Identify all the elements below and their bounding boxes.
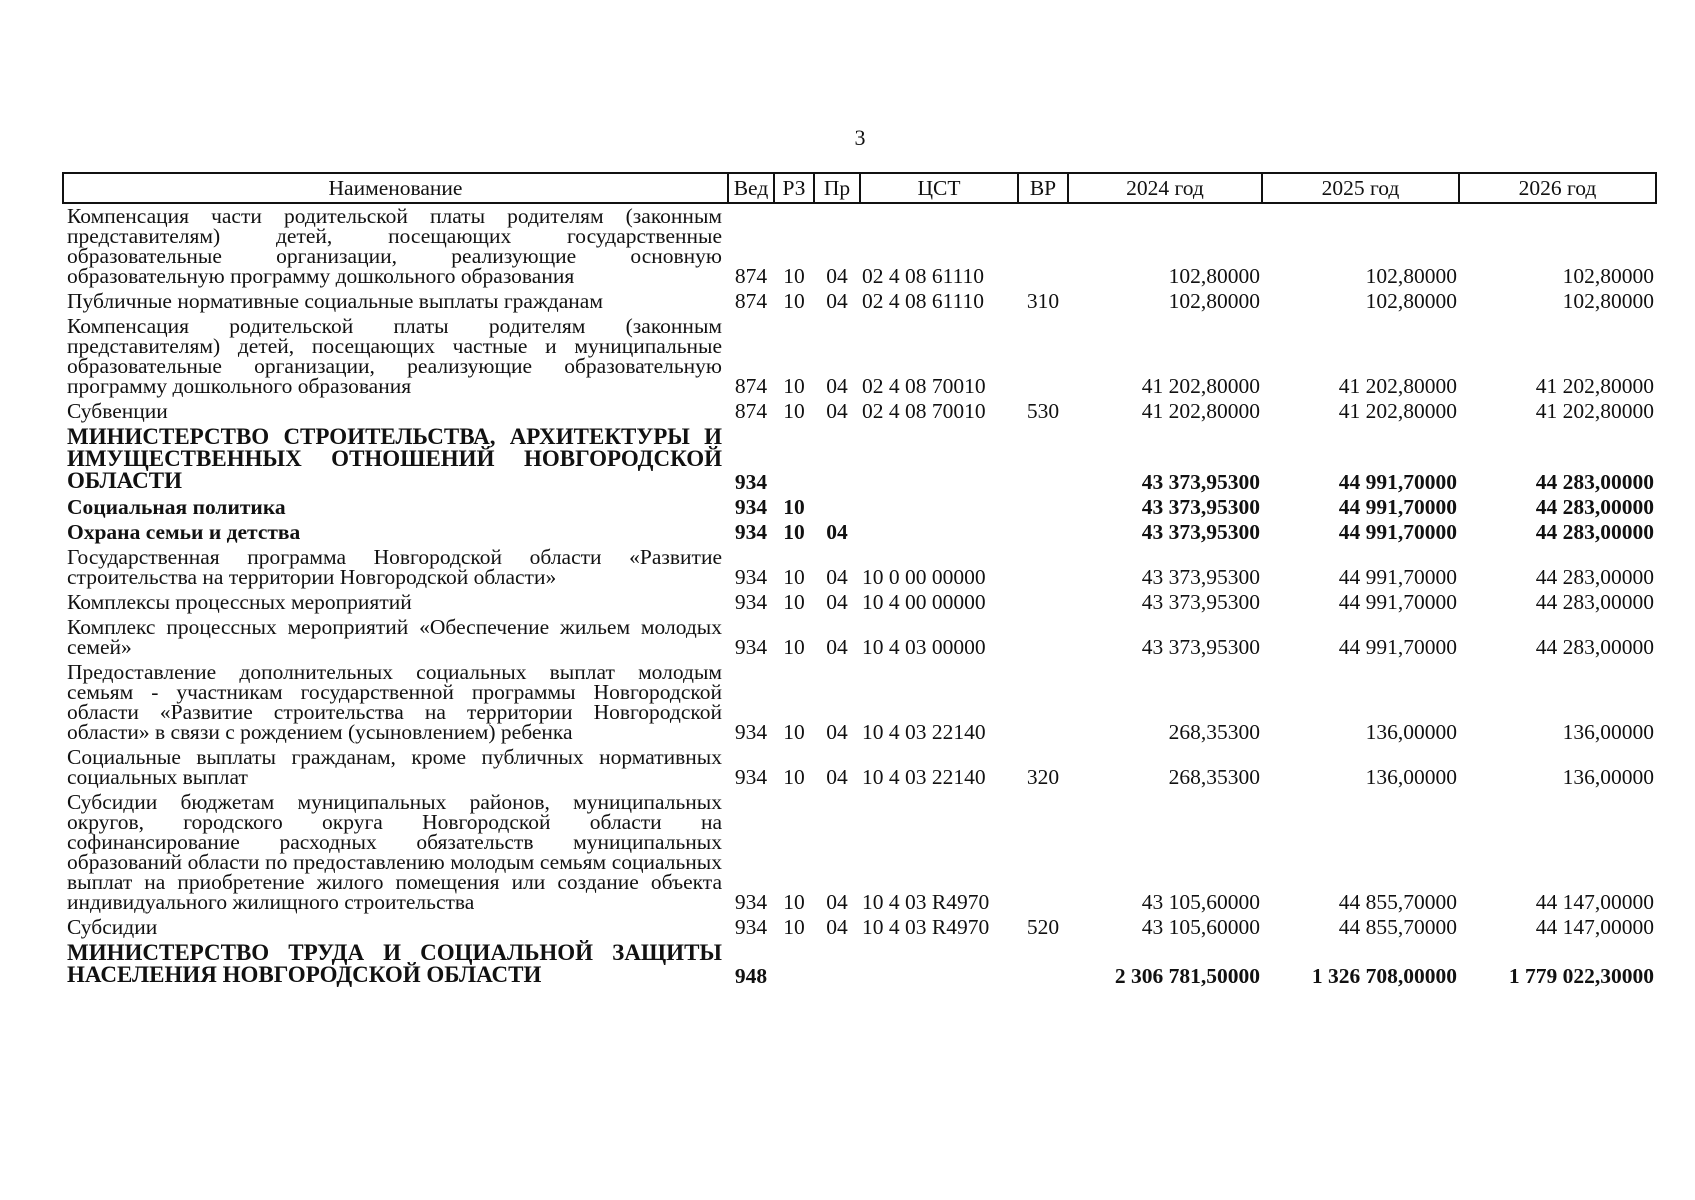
cell-cst: 10 4 03 R4970 bbox=[862, 890, 990, 914]
cell-2025: 41 202,80000 bbox=[1338, 374, 1457, 398]
cell-ved: 934 bbox=[734, 765, 768, 789]
cell-2024: 43 373,95300 bbox=[1141, 470, 1260, 494]
page-number: 3 bbox=[854, 125, 866, 150]
cell-rz bbox=[774, 940, 814, 989]
cell-2024: 43 373,95300 bbox=[1141, 635, 1260, 659]
cell-pr: 04 bbox=[826, 720, 848, 744]
cell-2024: 102,80000 bbox=[1168, 264, 1260, 288]
cell-2025: 44 991,70000 bbox=[1338, 565, 1457, 589]
cell-2024: 2 306 781,50000 bbox=[1114, 964, 1260, 988]
cell-name: МИНИСТЕРСТВО ТРУДА И СОЦИАЛЬНОЙ ЗАЩИТЫ НАСЕЛЕНИЯ НОВГОРОДСКОЙ ОБЛАСТИ bbox=[67, 940, 722, 987]
cell-name: Субвенции bbox=[67, 399, 168, 423]
table-row bbox=[63, 915, 1656, 940]
cell-rz: 10 bbox=[783, 915, 805, 939]
cell-cst: 10 4 03 R4970 bbox=[862, 915, 990, 939]
cell-2024: 43 105,60000 bbox=[1141, 890, 1260, 914]
cell-2026: 44 283,00000 bbox=[1535, 520, 1654, 544]
cell-cst: 10 4 03 22140 bbox=[862, 765, 986, 789]
cell-cst: 02 4 08 70010 bbox=[862, 374, 986, 398]
cell-2025: 102,80000 bbox=[1365, 264, 1457, 288]
cell-vr bbox=[1018, 314, 1068, 399]
cell-name: Субсидии bbox=[67, 915, 158, 939]
cell-2024: 43 105,60000 bbox=[1141, 915, 1260, 939]
cell-2026: 102,80000 bbox=[1562, 264, 1654, 288]
cell-2025: 44 855,70000 bbox=[1338, 915, 1457, 939]
cell-2024: 43 373,95300 bbox=[1141, 590, 1260, 614]
cell-cst bbox=[860, 495, 1018, 520]
cell-cst: 10 4 00 00000 bbox=[862, 590, 986, 614]
column-header-ved: Вед bbox=[728, 173, 774, 203]
cell-ved: 874 bbox=[734, 264, 768, 288]
cell-ved: 934 bbox=[734, 915, 768, 939]
cell-vr: 320 bbox=[1026, 765, 1060, 789]
cell-2026: 41 202,80000 bbox=[1535, 399, 1654, 423]
cell-vr: 520 bbox=[1026, 915, 1060, 939]
cell-name: Комплекс процессных мероприятий «Обеспечение жильем молодых семей» bbox=[67, 615, 722, 659]
cell-name: Компенсация части родительской платы родителям (законным представителям) детей, посещающих государственные образовательные организации, реализующие основную образовательную программу дошкольного образования bbox=[67, 204, 722, 288]
budget-table bbox=[62, 172, 1657, 989]
table-row bbox=[63, 545, 1656, 590]
cell-pr: 04 bbox=[826, 590, 848, 614]
table-row bbox=[63, 520, 1656, 545]
cell-2026: 44 283,00000 bbox=[1535, 470, 1654, 494]
cell-vr bbox=[1018, 940, 1068, 989]
cell-2026: 44 147,00000 bbox=[1535, 890, 1654, 914]
cell-2026: 41 202,80000 bbox=[1535, 374, 1654, 398]
table-row bbox=[63, 790, 1656, 915]
cell-rz: 10 bbox=[783, 590, 805, 614]
cell-ved: 934 bbox=[734, 495, 768, 519]
cell-vr bbox=[1018, 520, 1068, 545]
cell-ved: 934 bbox=[734, 890, 768, 914]
cell-vr bbox=[1018, 424, 1068, 495]
table-row bbox=[63, 745, 1656, 790]
cell-pr bbox=[814, 940, 860, 989]
cell-2024: 102,80000 bbox=[1168, 289, 1260, 313]
cell-name: Предоставление дополнительных социальных выплат молодым семьям - участникам государственной программы Новгородской области «Развитие строительства на территории Новгородской области» в связи с рождением (усыновлением) ребенка bbox=[67, 660, 722, 744]
cell-vr: 310 bbox=[1026, 289, 1060, 313]
cell-2026: 44 147,00000 bbox=[1535, 915, 1654, 939]
table-row bbox=[63, 495, 1656, 520]
cell-name: Публичные нормативные социальные выплаты гражданам bbox=[67, 289, 603, 313]
column-header-2025: 2025 год bbox=[1262, 173, 1459, 203]
cell-pr: 04 bbox=[826, 890, 848, 914]
cell-cst: 02 4 08 61110 bbox=[862, 264, 985, 288]
table-row bbox=[63, 314, 1656, 399]
cell-rz: 10 bbox=[783, 289, 805, 313]
cell-name: МИНИСТЕРСТВО СТРОИТЕЛЬСТВА, АРХИТЕКТУРЫ И ИМУЩЕСТВЕННЫХ ОТНОШЕНИЙ НОВГОРОДСКОЙ ОБЛАСТИ bbox=[67, 424, 722, 493]
cell-2025: 44 991,70000 bbox=[1338, 495, 1457, 519]
cell-rz: 10 bbox=[783, 264, 805, 288]
cell-vr bbox=[1018, 660, 1068, 745]
table-header-row bbox=[63, 173, 1656, 203]
cell-2025: 44 855,70000 bbox=[1338, 890, 1457, 914]
cell-pr: 04 bbox=[826, 520, 848, 544]
cell-cst bbox=[860, 520, 1018, 545]
table-body bbox=[63, 203, 1656, 989]
cell-2026: 44 283,00000 bbox=[1535, 590, 1654, 614]
cell-2025: 44 991,70000 bbox=[1338, 635, 1457, 659]
cell-2026: 44 283,00000 bbox=[1535, 635, 1654, 659]
cell-cst bbox=[860, 940, 1018, 989]
cell-ved: 934 bbox=[734, 590, 768, 614]
cell-rz: 10 bbox=[783, 520, 805, 544]
cell-2025: 136,00000 bbox=[1365, 720, 1457, 744]
cell-ved: 874 bbox=[734, 289, 768, 313]
table-row bbox=[63, 940, 1656, 989]
cell-2026: 44 283,00000 bbox=[1535, 495, 1654, 519]
cell-name: Охрана семьи и детства bbox=[67, 520, 301, 544]
cell-name: Компенсация родительской платы родителям (законным представителям) детей, посещающих частные и муниципальные образовательные организации, реализующие образовательную программу дошкольного образования bbox=[67, 314, 722, 398]
cell-2025: 136,00000 bbox=[1365, 765, 1457, 789]
cell-ved: 934 bbox=[734, 470, 768, 494]
cell-2026: 1 779 022,30000 bbox=[1508, 964, 1654, 988]
cell-vr bbox=[1018, 615, 1068, 660]
cell-2026: 102,80000 bbox=[1562, 289, 1654, 313]
cell-pr: 04 bbox=[826, 915, 848, 939]
cell-2025: 102,80000 bbox=[1365, 289, 1457, 313]
cell-2024: 41 202,80000 bbox=[1141, 399, 1260, 423]
cell-2024: 268,35300 bbox=[1168, 765, 1260, 789]
cell-name: Комплексы процессных мероприятий bbox=[67, 590, 412, 614]
cell-pr bbox=[814, 495, 860, 520]
cell-cst: 10 4 03 00000 bbox=[862, 635, 986, 659]
cell-cst: 02 4 08 70010 bbox=[862, 399, 986, 423]
cell-cst bbox=[860, 424, 1018, 495]
cell-rz: 10 bbox=[783, 635, 805, 659]
column-header-pr: Пр bbox=[814, 173, 860, 203]
cell-pr: 04 bbox=[826, 765, 848, 789]
cell-pr: 04 bbox=[826, 374, 848, 398]
table-row bbox=[63, 590, 1656, 615]
table-row bbox=[63, 399, 1656, 424]
column-header-name: Наименование bbox=[63, 173, 728, 203]
cell-vr bbox=[1018, 545, 1068, 590]
cell-ved: 934 bbox=[734, 635, 768, 659]
cell-rz: 10 bbox=[783, 399, 805, 423]
cell-cst: 10 0 00 00000 bbox=[862, 565, 986, 589]
cell-rz: 10 bbox=[783, 765, 805, 789]
cell-2025: 44 991,70000 bbox=[1338, 520, 1457, 544]
cell-rz: 10 bbox=[783, 890, 805, 914]
cell-rz: 10 bbox=[783, 374, 805, 398]
cell-2025: 1 326 708,00000 bbox=[1311, 964, 1457, 988]
cell-2024: 268,35300 bbox=[1168, 720, 1260, 744]
table-row bbox=[63, 615, 1656, 660]
cell-2026: 136,00000 bbox=[1562, 765, 1654, 789]
cell-2024: 43 373,95300 bbox=[1141, 520, 1260, 544]
cell-vr bbox=[1018, 203, 1068, 289]
cell-cst: 10 4 03 22140 bbox=[862, 720, 986, 744]
cell-pr: 04 bbox=[826, 399, 848, 423]
cell-2025: 44 991,70000 bbox=[1338, 470, 1457, 494]
cell-ved: 948 bbox=[734, 964, 768, 988]
column-header-rz: РЗ bbox=[774, 173, 814, 203]
cell-vr bbox=[1018, 790, 1068, 915]
cell-pr: 04 bbox=[826, 635, 848, 659]
cell-vr: 530 bbox=[1026, 399, 1060, 423]
cell-ved: 934 bbox=[734, 565, 768, 589]
cell-2024: 41 202,80000 bbox=[1141, 374, 1260, 398]
cell-rz: 10 bbox=[783, 720, 805, 744]
column-header-vr: ВР bbox=[1018, 173, 1068, 203]
cell-pr: 04 bbox=[826, 264, 848, 288]
cell-name: Государственная программа Новгородской области «Развитие строительства на территории Новгородской области» bbox=[67, 545, 722, 589]
cell-2026: 136,00000 bbox=[1562, 720, 1654, 744]
cell-2025: 44 991,70000 bbox=[1338, 590, 1457, 614]
table-row bbox=[63, 289, 1656, 314]
cell-rz: 10 bbox=[783, 565, 805, 589]
cell-2025: 41 202,80000 bbox=[1338, 399, 1457, 423]
cell-vr bbox=[1018, 590, 1068, 615]
cell-pr bbox=[814, 424, 860, 495]
table-row bbox=[63, 203, 1656, 289]
cell-rz: 10 bbox=[783, 495, 805, 519]
cell-vr bbox=[1018, 495, 1068, 520]
cell-2024: 43 373,95300 bbox=[1141, 565, 1260, 589]
cell-name: Социальная политика bbox=[67, 495, 286, 519]
cell-rz bbox=[774, 424, 814, 495]
cell-2026: 44 283,00000 bbox=[1535, 565, 1654, 589]
table-row bbox=[63, 424, 1656, 495]
table-row bbox=[63, 660, 1656, 745]
column-header-2026: 2026 год bbox=[1459, 173, 1656, 203]
cell-cst: 02 4 08 61110 bbox=[862, 289, 985, 313]
cell-ved: 874 bbox=[734, 399, 768, 423]
cell-name: Социальные выплаты гражданам, кроме публичных нормативных социальных выплат bbox=[67, 745, 722, 789]
cell-ved: 934 bbox=[734, 720, 768, 744]
cell-pr: 04 bbox=[826, 289, 848, 313]
column-header-cst: ЦСТ bbox=[860, 173, 1018, 203]
cell-ved: 934 bbox=[734, 520, 768, 544]
cell-ved: 874 bbox=[734, 374, 768, 398]
cell-name: Субсидии бюджетам муниципальных районов, муниципальных округов, городского округа Новгородской области на софинансирование расходных обязательств муниципальных образований области по предоставлению молодым семьям социальных выплат на приобретение жилого помещения или создание объекта индивидуального жилищного строительства bbox=[67, 790, 722, 914]
cell-pr: 04 bbox=[826, 565, 848, 589]
column-header-2024: 2024 год bbox=[1068, 173, 1262, 203]
cell-2024: 43 373,95300 bbox=[1141, 495, 1260, 519]
